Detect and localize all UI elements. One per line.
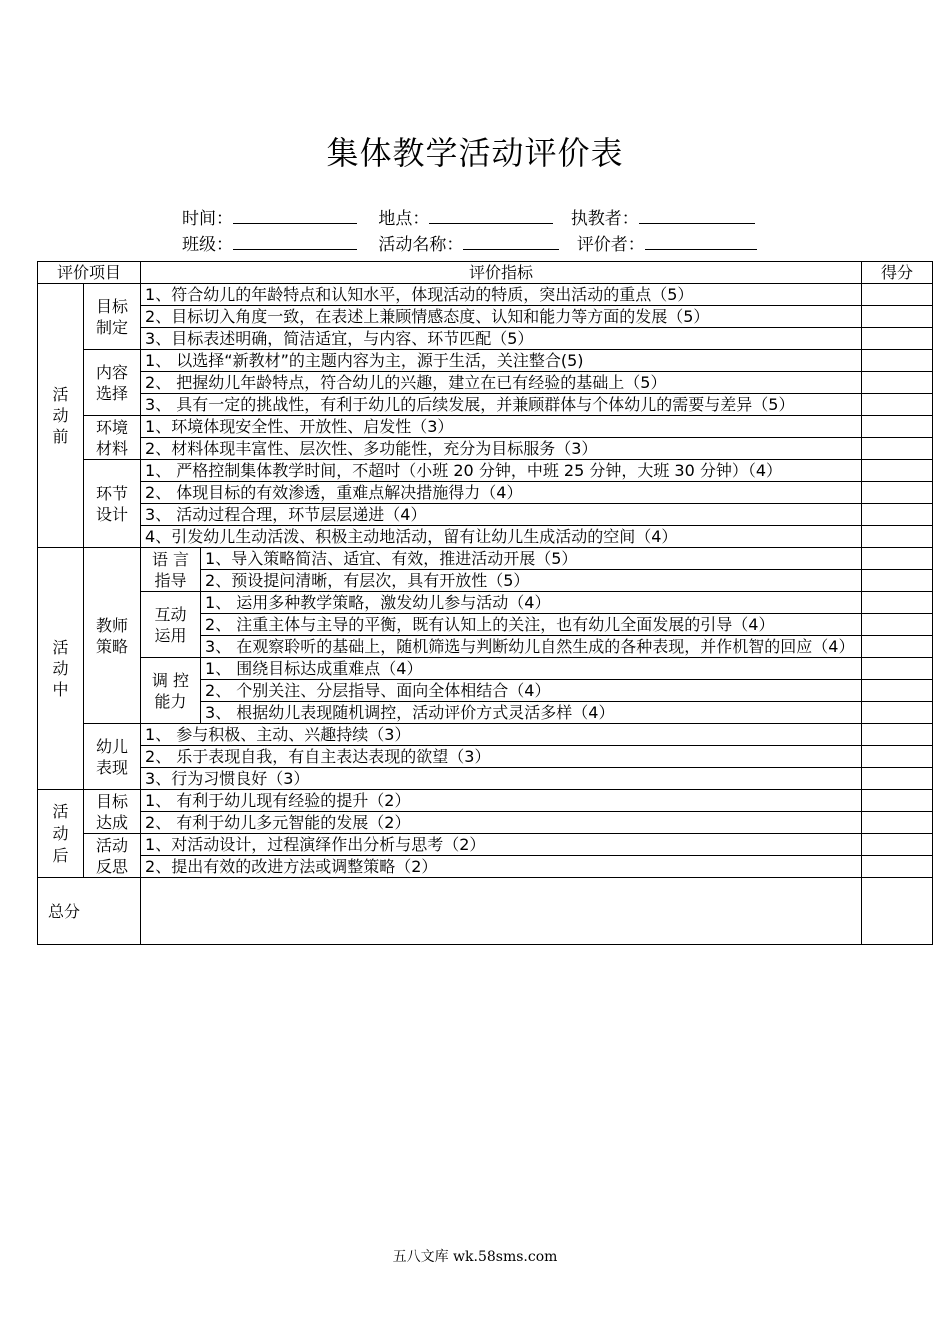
cat-goal-setting: 目标 制定 <box>84 284 141 350</box>
indicator-cell: 1、 以选择“新教材”的主题内容为主，源于生活，关注整合(5) <box>141 350 862 372</box>
table-row <box>38 482 933 504</box>
activity-label: 活动名称： <box>378 235 464 255</box>
score-cell[interactable] <box>862 460 933 482</box>
indicator-cell: 1、导入策略简洁、适宜、有效，推进活动开展（5） <box>201 548 862 570</box>
indicator-cell: 1、 参与积极、主动、兴趣持续（3） <box>141 724 862 746</box>
stage-before: 活 动 前 <box>38 284 84 548</box>
indicator-cell: 1、 有利于幼儿现有经验的提升（2） <box>141 790 862 812</box>
indicator-cell: 3、 具有一定的挑战性，有利于幼儿的后续发展，并兼顾群体与个体幼儿的需要与差异（5） <box>141 394 862 416</box>
indicator-cell: 2、 注重主体与主导的平衡，既有认知上的关注，也有幼儿全面发展的引导（4） <box>201 614 862 636</box>
score-cell[interactable] <box>862 856 933 878</box>
table-row <box>38 724 933 746</box>
cat-goal-achieve: 目标 达成 <box>84 790 141 834</box>
evaluator-blank[interactable] <box>645 233 757 250</box>
indicator-cell: 2、 个别关注、分层指导、面向全体相结合（4） <box>201 680 862 702</box>
cat-teacher: 教师 策略 <box>84 548 141 724</box>
table-row <box>38 328 933 350</box>
score-cell[interactable] <box>862 592 933 614</box>
score-cell[interactable] <box>862 438 933 460</box>
indicator-cell: 2、预设提问清晰，有层次，具有开放性（5） <box>201 570 862 592</box>
header-indicator: 评价指标 <box>141 262 862 284</box>
meta-row-1 <box>182 204 755 229</box>
footer-watermark: 五八文库 wk.58sms.com <box>392 1249 558 1265</box>
table-row <box>38 372 933 394</box>
indicator-cell: 2、 把握幼儿年龄特点，符合幼儿的兴趣，建立在已有经验的基础上（5） <box>141 372 862 394</box>
table-row <box>38 394 933 416</box>
place-blank[interactable] <box>429 207 553 224</box>
score-cell[interactable] <box>862 724 933 746</box>
place-label: 地点： <box>378 209 430 229</box>
header-score: 得分 <box>862 262 933 284</box>
teacher-label: 执教者： <box>570 209 639 229</box>
score-cell[interactable] <box>862 790 933 812</box>
evaluator-label: 评价者： <box>576 235 645 255</box>
activity-blank[interactable] <box>463 233 559 250</box>
indicator-cell: 2、提出有效的改进方法或调整策略（2） <box>141 856 862 878</box>
table-row <box>38 746 933 768</box>
table-row <box>38 790 933 812</box>
total-remark-cell[interactable] <box>141 878 862 945</box>
score-cell[interactable] <box>862 306 933 328</box>
score-cell[interactable] <box>862 350 933 372</box>
evaluation-table <box>37 261 933 945</box>
score-cell[interactable] <box>862 284 933 306</box>
score-cell[interactable] <box>862 394 933 416</box>
score-cell[interactable] <box>862 482 933 504</box>
table-row <box>38 284 933 306</box>
indicator-cell: 1、 严格控制集体教学时间，不超吋（小班 20 分钟，中班 25 分钟，大班 30 分钟）（4） <box>141 460 862 482</box>
teacher-blank[interactable] <box>639 207 755 224</box>
indicator-cell: 3、 根据幼儿表现随机调控，活动评价方式灵活多样（4） <box>201 702 862 724</box>
meta-row-2 <box>182 230 757 255</box>
time-blank[interactable] <box>233 207 357 224</box>
table-row <box>38 834 933 856</box>
score-cell[interactable] <box>862 526 933 548</box>
score-cell[interactable] <box>862 636 933 658</box>
score-cell[interactable] <box>862 768 933 790</box>
stage-after: 活 动 后 <box>38 790 84 878</box>
score-cell[interactable] <box>862 548 933 570</box>
cat-environment: 环境 材料 <box>84 416 141 460</box>
class-blank[interactable] <box>233 233 357 250</box>
time-label: 时间： <box>182 209 233 229</box>
total-score-cell[interactable] <box>862 878 933 945</box>
score-cell[interactable] <box>862 614 933 636</box>
stage-during: 活 动 中 <box>38 548 84 790</box>
table-row <box>38 812 933 834</box>
score-cell[interactable] <box>862 680 933 702</box>
header-item: 评价项目 <box>38 262 141 284</box>
total-row <box>38 878 933 945</box>
indicator-cell: 2、 有利于幼儿多元智能的发展（2） <box>141 812 862 834</box>
header-row <box>38 262 933 284</box>
indicator-cell: 1、 运用多种教学策略，激发幼儿参与活动（4） <box>201 592 862 614</box>
indicator-cell: 1、环境体现安全性、开放性、启发性（3） <box>141 416 862 438</box>
score-cell[interactable] <box>862 416 933 438</box>
indicator-cell: 1、对活动设计，过程演绎作出分析与思考（2） <box>141 834 862 856</box>
score-cell[interactable] <box>862 812 933 834</box>
indicator-cell: 2、目标切入角度一致，在表述上兼顾情感态度、认知和能力等方面的发展（5） <box>141 306 862 328</box>
table-row <box>38 592 933 614</box>
table-row <box>38 856 933 878</box>
cat-content: 内容 选择 <box>84 350 141 416</box>
score-cell[interactable] <box>862 658 933 680</box>
cat-child: 幼儿 表现 <box>84 724 141 790</box>
table-row <box>38 438 933 460</box>
table-row <box>38 658 933 680</box>
total-label: 总分 <box>38 878 141 945</box>
indicator-cell: 3、目标表述明确，简洁适宜，与内容、环节匹配（5） <box>141 328 862 350</box>
indicator-cell: 1、 围绕目标达成重难点（4） <box>201 658 862 680</box>
table-row <box>38 416 933 438</box>
indicator-cell: 2、 体现目标的有效渗透，重难点解决措施得力（4） <box>141 482 862 504</box>
subcat-language: 语 言 指导 <box>141 548 201 592</box>
indicator-cell: 3、 活动过程合理，环节层层递进（4） <box>141 504 862 526</box>
table-row <box>38 306 933 328</box>
table-row <box>38 460 933 482</box>
class-label: 班级： <box>182 235 233 255</box>
table-row <box>38 350 933 372</box>
score-cell[interactable] <box>862 328 933 350</box>
score-cell[interactable] <box>862 504 933 526</box>
score-cell[interactable] <box>862 834 933 856</box>
table-row <box>38 526 933 548</box>
indicator-cell: 1、符合幼儿的年龄特点和认知水平，体现活动的特质，突出活动的重点（5） <box>141 284 862 306</box>
table-row <box>38 768 933 790</box>
indicator-cell: 2、 乐于表现自我，有自主表达表现的欲望（3） <box>141 746 862 768</box>
table-row <box>38 504 933 526</box>
subcat-control: 调 控 能力 <box>141 658 201 724</box>
score-cell[interactable] <box>862 372 933 394</box>
cat-reflection: 活动 反思 <box>84 834 141 878</box>
indicator-cell: 3、行为习惯良好（3） <box>141 768 862 790</box>
table-row <box>38 548 933 570</box>
cat-process: 环节 设计 <box>84 460 141 548</box>
page-title: 集体教学活动评价表 <box>326 134 624 172</box>
indicator-cell: 3、 在观察聆听的基础上，随机筛选与判断幼儿自然生成的各种表现，并作机智的回应（4） <box>201 636 862 658</box>
indicator-cell: 2、材料体现丰富性、层次性、多功能性，充分为目标服务（3） <box>141 438 862 460</box>
score-cell[interactable] <box>862 570 933 592</box>
score-cell[interactable] <box>862 702 933 724</box>
subcat-interaction: 互动 运用 <box>141 592 201 658</box>
indicator-cell: 4、引发幼儿生动活泼、积极主动地活动，留有让幼儿生成活动的空间（4） <box>141 526 862 548</box>
score-cell[interactable] <box>862 746 933 768</box>
